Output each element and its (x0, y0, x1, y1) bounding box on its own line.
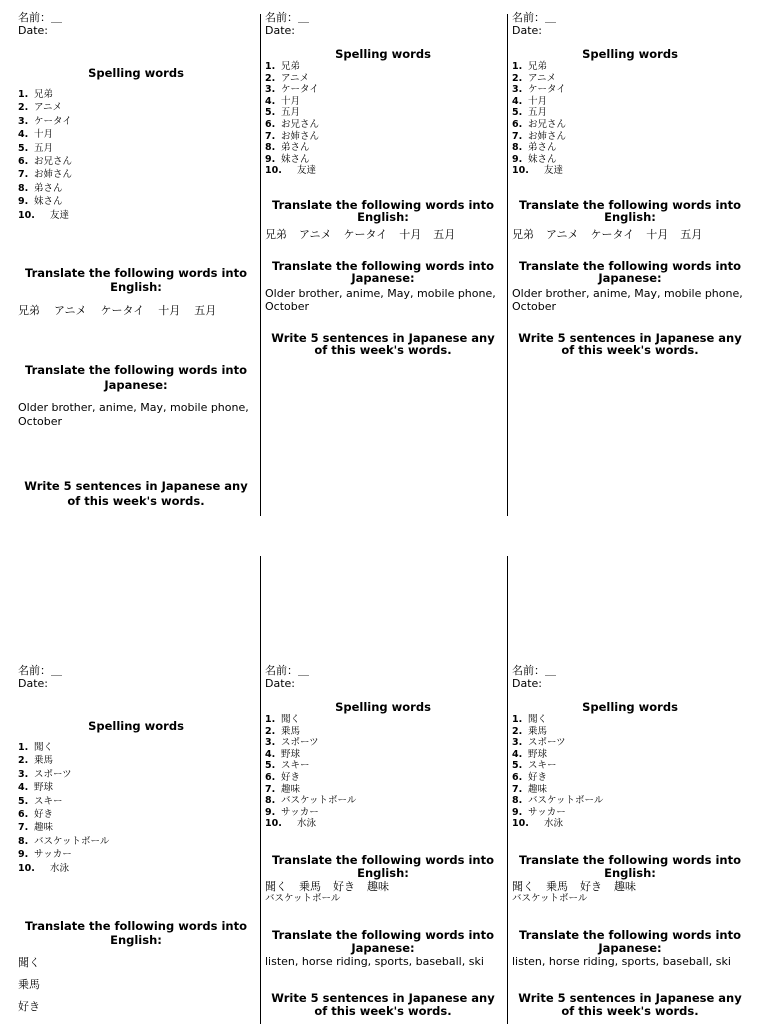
spelling-list (18, 741, 254, 875)
spelling-item: 5. 五月 (18, 142, 54, 154)
spelling-item: 9. サッカー (265, 806, 319, 818)
name-label: 名前：＿ (512, 664, 556, 677)
spelling-item: 10. 水泳 (265, 818, 317, 830)
spelling-item: 7. 趣味 (18, 822, 54, 834)
translate-english-heading: Translate the following words into English: (24, 919, 247, 948)
spelling-item: 5. スキー (265, 760, 310, 772)
word: 乗馬 (18, 978, 40, 992)
word: 趣味 (614, 879, 636, 893)
translate-english-heading: Translate the following words into English: (518, 197, 741, 225)
spelling-item: 10. 友達 (18, 209, 70, 221)
spelling-item: 2. 乗馬 (265, 725, 301, 737)
translate-english-heading: Translate the following words into English: (518, 852, 741, 880)
spelling-item: 4. 野球 (18, 782, 54, 794)
spelling-item: 9. サッカー (512, 806, 566, 818)
spelling-item: 6. お兄さん (512, 118, 567, 130)
name-label: 名前：＿ (265, 11, 309, 24)
sentences-heading: Write 5 sentences in Japanese any of this week's words. (271, 990, 495, 1018)
translate-japanese-heading: Translate the following words into Japanese: (271, 258, 494, 286)
translate-english-heading: Translate the following words into English: (271, 852, 494, 880)
word: 聞く (512, 879, 534, 893)
spelling-item: 1. 兄弟 (512, 61, 548, 72)
column-divider (507, 14, 508, 516)
spelling-item: 1. 聞く (18, 742, 54, 753)
word: 聞く (18, 956, 40, 970)
translate-english-words (265, 226, 501, 242)
sentences-heading: Write 5 sentences in Japanese any of this week's words. (24, 479, 248, 509)
translate-japanese-heading: Translate the following words into Japanese: (24, 363, 247, 393)
spelling-item: 8. 弟さん (18, 182, 63, 194)
translate-english-words (18, 956, 254, 1014)
spelling-item: 6. 好き (265, 771, 301, 783)
word: ケータイ (100, 304, 145, 318)
translate-english-words (265, 881, 501, 893)
date-label: Date: (512, 24, 542, 37)
spelling-item: 9. 妹さん (18, 196, 63, 208)
worksheet-top-col-2 (265, 12, 501, 357)
spelling-item: 3. ケータイ (265, 84, 319, 96)
name-label: 名前：＿ (18, 11, 62, 24)
word: 聞く (265, 879, 287, 893)
spelling-item: 6. 好き (512, 771, 548, 783)
spelling-heading: Spelling words (88, 719, 184, 733)
spelling-heading: Spelling words (335, 700, 431, 714)
word: アニメ (54, 304, 87, 318)
spelling-item: 8. バスケットボール (512, 795, 604, 807)
spelling-item: 3. ケータイ (18, 115, 72, 127)
word: 兄弟 (512, 227, 534, 241)
name-label: 名前：＿ (265, 664, 309, 677)
spelling-heading: Spelling words (88, 66, 184, 80)
word: 十月 (646, 227, 669, 241)
spelling-item: 9. 妹さん (512, 153, 557, 165)
translate-japanese-text: Older brother, anime, May, mobile phone, October (18, 401, 249, 429)
word: 兄弟 (265, 227, 287, 241)
translate-english-heading: Translate the following words into English: (271, 197, 494, 225)
spelling-item: 2. 乗馬 (512, 725, 548, 737)
column-divider (260, 14, 261, 516)
word: 五月 (680, 227, 703, 241)
translate-japanese-text: listen, horse riding, sports, baseball, ski (265, 954, 484, 968)
spelling-item: 9. 妹さん (265, 153, 310, 165)
word: 好き (580, 879, 602, 893)
spelling-list (18, 88, 254, 222)
spelling-item: 4. 十月 (18, 129, 54, 141)
spelling-item: 10. 水泳 (18, 862, 70, 874)
name-label: 名前：＿ (512, 11, 556, 24)
spelling-list (512, 714, 748, 830)
spelling-item: 4. 十月 (512, 95, 548, 107)
word: 五月 (194, 304, 217, 318)
column-divider (507, 556, 508, 1024)
word: 五月 (433, 227, 456, 241)
column-divider (260, 556, 261, 1024)
spelling-item: 6. 好き (18, 809, 54, 821)
spelling-item: 10. 友達 (512, 165, 564, 177)
translate-english-words (512, 226, 748, 242)
spelling-item: 2. アニメ (18, 102, 63, 114)
spelling-item: 10. 友達 (265, 165, 317, 177)
translate-japanese-heading: Translate the following words into Japanese: (518, 258, 741, 286)
word: バスケットボール (265, 892, 341, 904)
word: バスケットボール (512, 892, 588, 904)
spelling-item: 7. 趣味 (265, 783, 301, 795)
word: アニメ (299, 227, 332, 241)
spelling-item: 6. お兄さん (18, 156, 73, 168)
spelling-item: 1. 聞く (512, 714, 548, 725)
date-label: Date: (265, 677, 295, 690)
spelling-heading: Spelling words (335, 47, 431, 61)
translate-english-heading: Translate the following words into English: (24, 266, 247, 295)
date-label: Date: (512, 677, 542, 690)
translate-japanese-text: Older brother, anime, May, mobile phone, October (265, 286, 496, 313)
word: 趣味 (367, 879, 389, 893)
sentences-heading: Write 5 sentences in Japanese any of this week's words. (518, 330, 742, 358)
spelling-item: 8. バスケットボール (18, 835, 110, 847)
spelling-item: 5. スキー (512, 760, 557, 772)
translate-english-words (512, 881, 748, 893)
spelling-item: 2. アニメ (512, 72, 557, 84)
translate-english-words (18, 302, 254, 318)
spelling-item: 1. 聞く (265, 714, 301, 725)
spelling-item: 8. バスケットボール (265, 795, 357, 807)
translate-japanese-text: listen, horse riding, sports, baseball, ski (512, 954, 731, 968)
spelling-item: 2. 乗馬 (18, 755, 54, 767)
date-label: Date: (265, 24, 295, 37)
translate-japanese-heading: Translate the following words into Japanese: (518, 927, 741, 955)
spelling-list (265, 61, 501, 177)
spelling-item: 7. 趣味 (512, 783, 548, 795)
spelling-item: 7. お姉さん (18, 169, 73, 181)
word: 十月 (158, 304, 181, 318)
spelling-item: 4. 野球 (512, 748, 548, 760)
sentences-heading: Write 5 sentences in Japanese any of this week's words. (518, 990, 742, 1018)
spelling-list (265, 714, 501, 830)
date-label: Date: (18, 24, 48, 37)
word: 十月 (399, 227, 422, 241)
spelling-item: 4. 野球 (265, 748, 301, 760)
worksheet-bottom-col-1 (18, 665, 254, 1014)
spelling-item: 9. サッカー (18, 849, 72, 861)
word: 好き (333, 879, 355, 893)
translate-japanese-heading: Translate the following words into Japanese: (271, 927, 494, 955)
worksheet-top-col-3 (512, 12, 748, 357)
spelling-item: 1. 兄弟 (18, 89, 54, 100)
word: 兄弟 (18, 304, 40, 318)
spelling-list (512, 61, 748, 177)
spelling-item: 4. 十月 (265, 95, 301, 107)
worksheet-bottom-col-2 (265, 665, 501, 1018)
spelling-item: 2. アニメ (265, 72, 310, 84)
word: ケータイ (343, 227, 388, 241)
spelling-item: 10. 水泳 (512, 818, 564, 830)
word: 乗馬 (546, 879, 568, 893)
worksheet-top-col-1 (18, 12, 254, 509)
spelling-item: 5. スキー (18, 795, 63, 807)
spelling-item: 3. スポーツ (265, 737, 319, 749)
spelling-item: 1. 兄弟 (265, 61, 301, 72)
word: 好き (18, 1000, 40, 1014)
sentences-heading: Write 5 sentences in Japanese any of this week's words. (271, 330, 495, 358)
date-label: Date: (18, 677, 48, 690)
spelling-item: 8. 弟さん (512, 142, 557, 154)
spelling-item: 8. 弟さん (265, 142, 310, 154)
spelling-item: 7. お姉さん (512, 130, 567, 142)
word: 乗馬 (299, 879, 321, 893)
translate-japanese-text: Older brother, anime, May, mobile phone, October (512, 286, 743, 313)
spelling-item: 3. スポーツ (18, 768, 72, 780)
worksheet-bottom-col-3 (512, 665, 748, 1018)
spelling-item: 7. お姉さん (265, 130, 320, 142)
word: アニメ (546, 227, 579, 241)
spelling-item: 3. スポーツ (512, 737, 566, 749)
word: ケータイ (590, 227, 635, 241)
spelling-item: 5. 五月 (512, 107, 548, 119)
spelling-item: 6. お兄さん (265, 118, 320, 130)
spelling-item: 5. 五月 (265, 107, 301, 119)
spelling-heading: Spelling words (582, 700, 678, 714)
spelling-item: 3. ケータイ (512, 84, 566, 96)
name-label: 名前：＿ (18, 664, 62, 677)
spelling-heading: Spelling words (582, 47, 678, 61)
